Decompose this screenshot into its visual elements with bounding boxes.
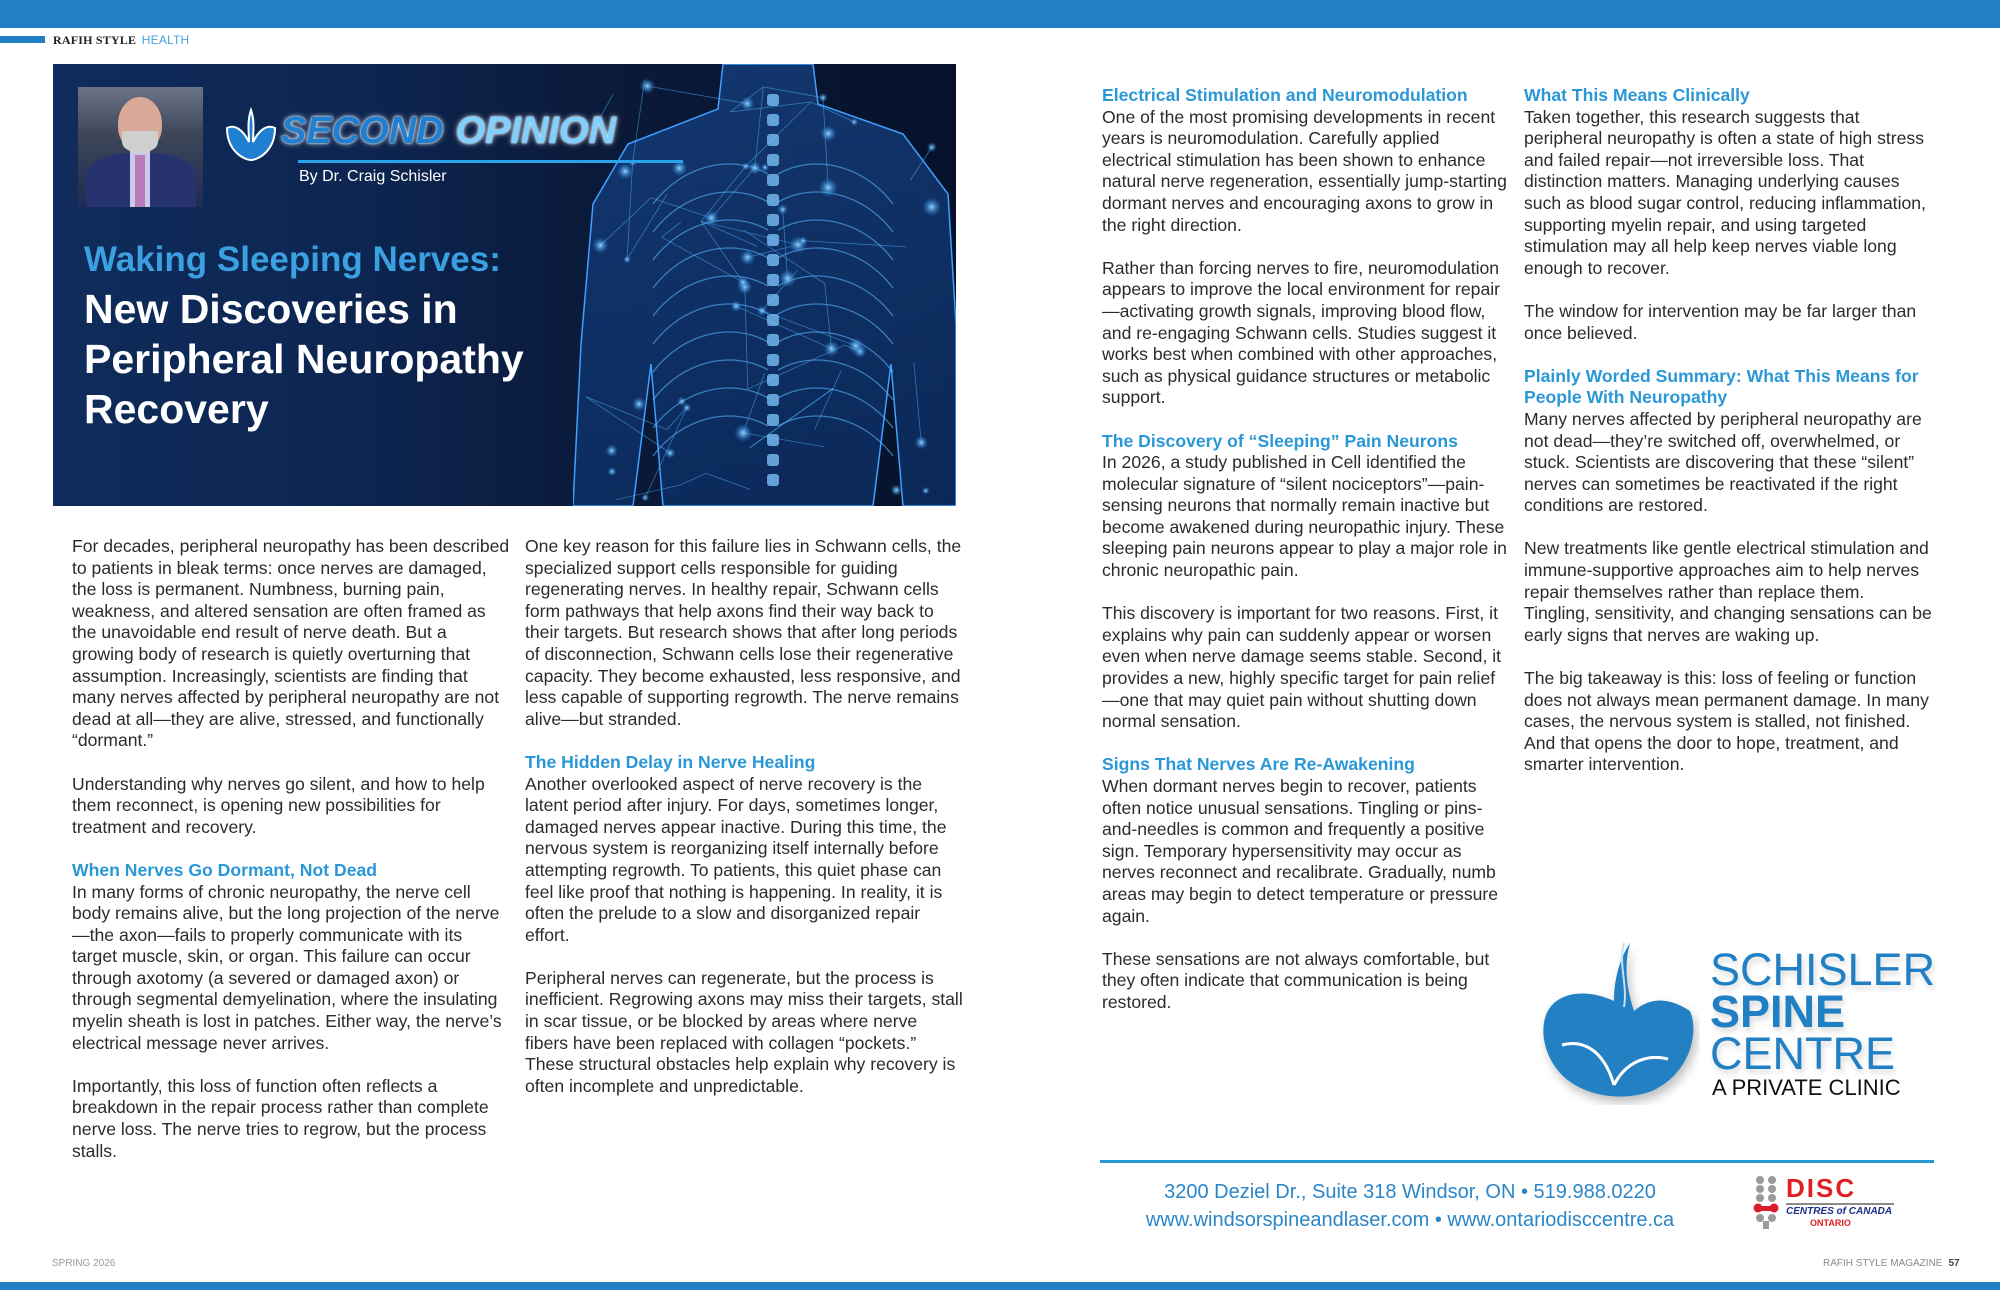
- vertebra: [767, 134, 779, 146]
- page-folio: [1823, 1258, 1960, 1269]
- glow-node: [818, 93, 828, 103]
- clinic-address: 3200 Deziel Dr., Suite 318 Windsor, ON • 519.988.0220: [1164, 1181, 1656, 1203]
- contact-info: [1110, 1178, 1710, 1234]
- paragraph: For decades, peripheral neuropathy has been described to patients in bleak terms: once nerves are damaged, the loss is permanent. Numbness, burning pain, weakness, and altered sensation are often framed as the unavoidable end result of nerve death. But a growing body of research is quietly overturning that assumption. Increasingly, scientists are finding that many nerves affected by peripheral neuropathy are not dead at all—they are alive, stressed, and functionally “dormant.”: [72, 536, 510, 751]
- article-column-2: [525, 536, 965, 1119]
- paragraph: The window for intervention may be far larger than once believed.: [1524, 300, 1917, 343]
- vertebra: [767, 234, 779, 246]
- disc-centres-logo: [1752, 1175, 1902, 1231]
- subheading: Signs That Nerves Are Re-Awakening: [1102, 754, 1415, 775]
- glow-node: [850, 118, 858, 126]
- glow-node: [778, 269, 796, 287]
- paragraph: When dormant nerves begin to recover, patients often notice unusual sensations. Tingling or pins-and-needles is common and frequently a positive sign. Temporary hypersensitivity may occur as nerves reconnect and recalibrate. Gradually, numb areas may begin to detect temperature or pressure again.: [1102, 776, 1499, 926]
- glow-node: [737, 276, 749, 288]
- vertebra: [767, 154, 779, 166]
- subheading: Electrical Stimulation and Neuromodulation: [1102, 85, 1468, 105]
- issue-date: SPRING 2026: [52, 1258, 116, 1269]
- glow-node: [777, 204, 788, 215]
- glow-node: [730, 300, 742, 312]
- spine-vertebrae-icon: [1752, 1175, 1780, 1229]
- page-number: 57: [1948, 1258, 1960, 1269]
- vertebra: [767, 214, 779, 226]
- vertebra: [767, 354, 779, 366]
- series-title-word-1: SECOND: [281, 110, 444, 152]
- subheading: The Hidden Delay in Nerve Healing: [525, 751, 816, 772]
- clinic-tagline: A PRIVATE CLINIC: [1712, 1075, 1901, 1100]
- glow-node: [704, 210, 719, 225]
- article-column-4: [1524, 85, 1934, 798]
- article-column-3: [1102, 85, 1512, 1035]
- disc-logo-region: ONTARIO: [1810, 1218, 1851, 1228]
- vertebra: [767, 434, 779, 446]
- article-banner: [53, 64, 956, 506]
- clinic-name-line-1: SCHISLER: [1710, 944, 1936, 995]
- glow-node: [665, 447, 676, 458]
- paragraph: In many forms of chronic neuropathy, the nerve cell body remains alive, but the long projection of the nerve—the axon—fails to properly communicate with its target muscle, skin, or organ. This failure can occur through axotomy (a severed or damaged axon) or through segmental demyelination, where the insulating myelin sheath is lost in patches. Either way, the nerve’s electrical message never arrives.: [72, 881, 502, 1053]
- section-name: HEALTH: [141, 33, 190, 47]
- glow-node: [734, 424, 753, 443]
- series-rule: [298, 160, 683, 163]
- vertebra: [767, 334, 779, 346]
- glow-node: [740, 249, 756, 265]
- clinic-name: [1710, 944, 1936, 1079]
- glow-node: [922, 197, 941, 216]
- second-opinion-logo-icon: [223, 106, 279, 162]
- subheading: When Nerves Go Dormant, Not Dead: [72, 859, 378, 880]
- section-tab-marker: [0, 36, 45, 43]
- vertebra: [767, 374, 779, 386]
- paragraph: In 2026, a study published in Cell identified the molecular signature of “silent nociceptors”—pain-sensing neurons that normally remain inactive but become awakened during neuropathic injury. These sleeping pain neurons appear to play a major role in chronic neuropathic pain.: [1102, 452, 1507, 581]
- glow-node: [677, 397, 687, 407]
- vertebra: [767, 314, 779, 326]
- paragraph: One key reason for this failure lies in Schwann cells, the specialized support cells responsible for guiding regenerating nerves. In healthy repair, Schwann cells form pathways that help axons find their way back to their targets. But research shows that after long periods of disconnection, Schwann cells lose their regenerative capacity. They become exhausted, less responsive, and less capable of supporting regrowth. The nerve remains alive—but stranded.: [525, 536, 962, 729]
- glow-node: [592, 237, 608, 253]
- subheading: What This Means Clinically: [1524, 85, 1750, 105]
- disc-logo-word: DISC: [1786, 1173, 1857, 1203]
- glow-node: [641, 494, 649, 502]
- glow-node: [605, 444, 618, 457]
- contact-divider: [1100, 1160, 1934, 1163]
- glow-node: [632, 397, 647, 412]
- vertebra: [767, 474, 779, 486]
- paragraph: Rather than forcing nerves to fire, neuromodulation appears to improve the local environment for repair—activating growth signals, improving blood flow, and re-engaging Schwann cells. Studies suggest it works best when combined with other approaches, such as physical guidance structures or metabolic support.: [1102, 257, 1501, 408]
- paragraph: Many nerves affected by peripheral neuropathy are not dead—they’re switched off, overwhelmed, or stuck. Scientists are discovering that these “silent” nerves can sometimes be reactivated if the right conditions are restored.: [1524, 408, 1922, 516]
- vertebra: [767, 394, 779, 406]
- paragraph: Peripheral nerves can regenerate, but the process is inefficient. Regrowing axons may miss their targets, stall in scar tissue, or be blocked by areas where nerve fibers have been replaced with collagen “pockets.” These structural obstacles help explain why recovery is often incomplete and unpredictable.: [525, 967, 963, 1096]
- article-headline: New Discoveries in Peripheral Neuropathy Recovery: [84, 286, 524, 432]
- glow-node: [890, 484, 902, 496]
- glow-node: [847, 337, 864, 354]
- glow-node: [639, 78, 655, 94]
- paragraph: Understanding why nerves go silent, and how to help them reconnect, is opening new possibilities for treatment and recovery.: [72, 773, 485, 837]
- glow-node: [607, 467, 616, 476]
- clinic-websites[interactable]: www.windsorspineandlaser.com • www.ontariodisccentre.ca: [1145, 1209, 1675, 1231]
- author-photo: [78, 87, 203, 207]
- glow-node: [748, 161, 762, 175]
- article-kicker: Waking Sleeping Nerves:: [84, 240, 501, 279]
- paragraph: This discovery is important for two reasons. First, it explains why pain can suddenly appear or worsen even when nerve damage seems stable. Second, it provides a new, highly specific target for pain relief—one that may quiet pain without shutting down normal sensation.: [1102, 603, 1502, 732]
- glow-node: [823, 340, 839, 356]
- bottom-color-bar: [0, 1282, 2000, 1290]
- glow-node: [761, 163, 769, 171]
- clinic-logo: [1540, 935, 1940, 1105]
- vertebra: [767, 114, 779, 126]
- series-title-word-2: OPINION: [455, 110, 617, 152]
- clinic-logo-icon: [1540, 935, 1700, 1105]
- top-color-bar: [0, 0, 2000, 28]
- glow-node: [922, 487, 930, 495]
- paragraph: Taken together, this research suggests that peripheral neuropathy is often a state of high stress and failed repair—not irreversible loss. That distinction matters. Managing underlying causes such as blood sugar control, reducing inflammation, supporting myelin repair, and using targeted stimulation may all help keep nerves viable long enough to recover.: [1524, 106, 1926, 278]
- paragraph: The big takeaway is this: loss of feeling or function does not always mean permanent damage. In many cases, the nervous system is stalled, not finished. And that opens the door to hope, treatment, and smarter intervention.: [1524, 668, 1929, 775]
- subheading: Plainly Worded Summary: What This Means for People With Neuropathy: [1524, 365, 1919, 408]
- vertebra: [767, 174, 779, 186]
- vertebra: [767, 194, 779, 206]
- glow-node: [927, 142, 937, 152]
- series-title: [281, 110, 616, 153]
- vertebra: [767, 274, 779, 286]
- vertebra: [767, 94, 779, 106]
- disc-logo-subtitle: CENTRES of CANADA: [1786, 1206, 1893, 1217]
- clinic-name-line-2: SPINE: [1710, 986, 1846, 1037]
- glow-node: [757, 305, 768, 316]
- running-header: [53, 33, 189, 48]
- glow-node: [799, 236, 808, 245]
- vertebra: [767, 294, 779, 306]
- clinic-name-line-3: CENTRE: [1710, 1028, 1896, 1079]
- paragraph: One of the most promising developments in recent years is neuromodulation. Carefully applied electrical stimulation has been shown to enhance natural nerve regeneration, essentially jump-starting dormant nerves and encouraging axons to grow in the right direction.: [1102, 106, 1507, 235]
- paragraph: Importantly, this loss of function often reflects a breakdown in the repair process rather than complete nerve loss. The nerve tries to regrow, but the process stalls.: [72, 1075, 489, 1161]
- glow-node: [820, 125, 837, 142]
- glow-node: [914, 436, 928, 450]
- magazine-brand: RAFIH STYLE: [53, 33, 137, 47]
- paragraph: Another overlooked aspect of nerve recovery is the latent period after injury. For days, sometimes longer, damaged nerves appear inactive. During this time, the nervous system is reorganizing itself internally before attempting regrowth. To patients, this quiet phase can feel like proof that nothing is happening. In reality, it is often the prelude to a slow and disorganized repair effort.: [525, 773, 947, 945]
- vertebra: [767, 414, 779, 426]
- glow-node: [740, 96, 755, 111]
- vertebra: [767, 454, 779, 466]
- paragraph: New treatments like gentle electrical stimulation and immune-supportive approaches aim to help nerves repair themselves rather than replace them. Tingling, sensitivity, and changing sensations can be early signs that nerves are waking up.: [1524, 538, 1932, 645]
- glow-node: [818, 178, 838, 198]
- glow-node: [623, 255, 631, 263]
- vertebra: [767, 254, 779, 266]
- subheading: The Discovery of “Sleeping” Pain Neurons: [1102, 430, 1458, 451]
- paragraph: These sensations are not always comfortable, but they often indicate that communication is being restored.: [1102, 948, 1490, 1012]
- wireframe-body-illustration: [573, 64, 956, 506]
- magazine-name: RAFIH STYLE MAGAZINE: [1823, 1258, 1943, 1269]
- article-column-1: [72, 536, 512, 1184]
- byline: By Dr. Craig Schisler: [299, 168, 447, 185]
